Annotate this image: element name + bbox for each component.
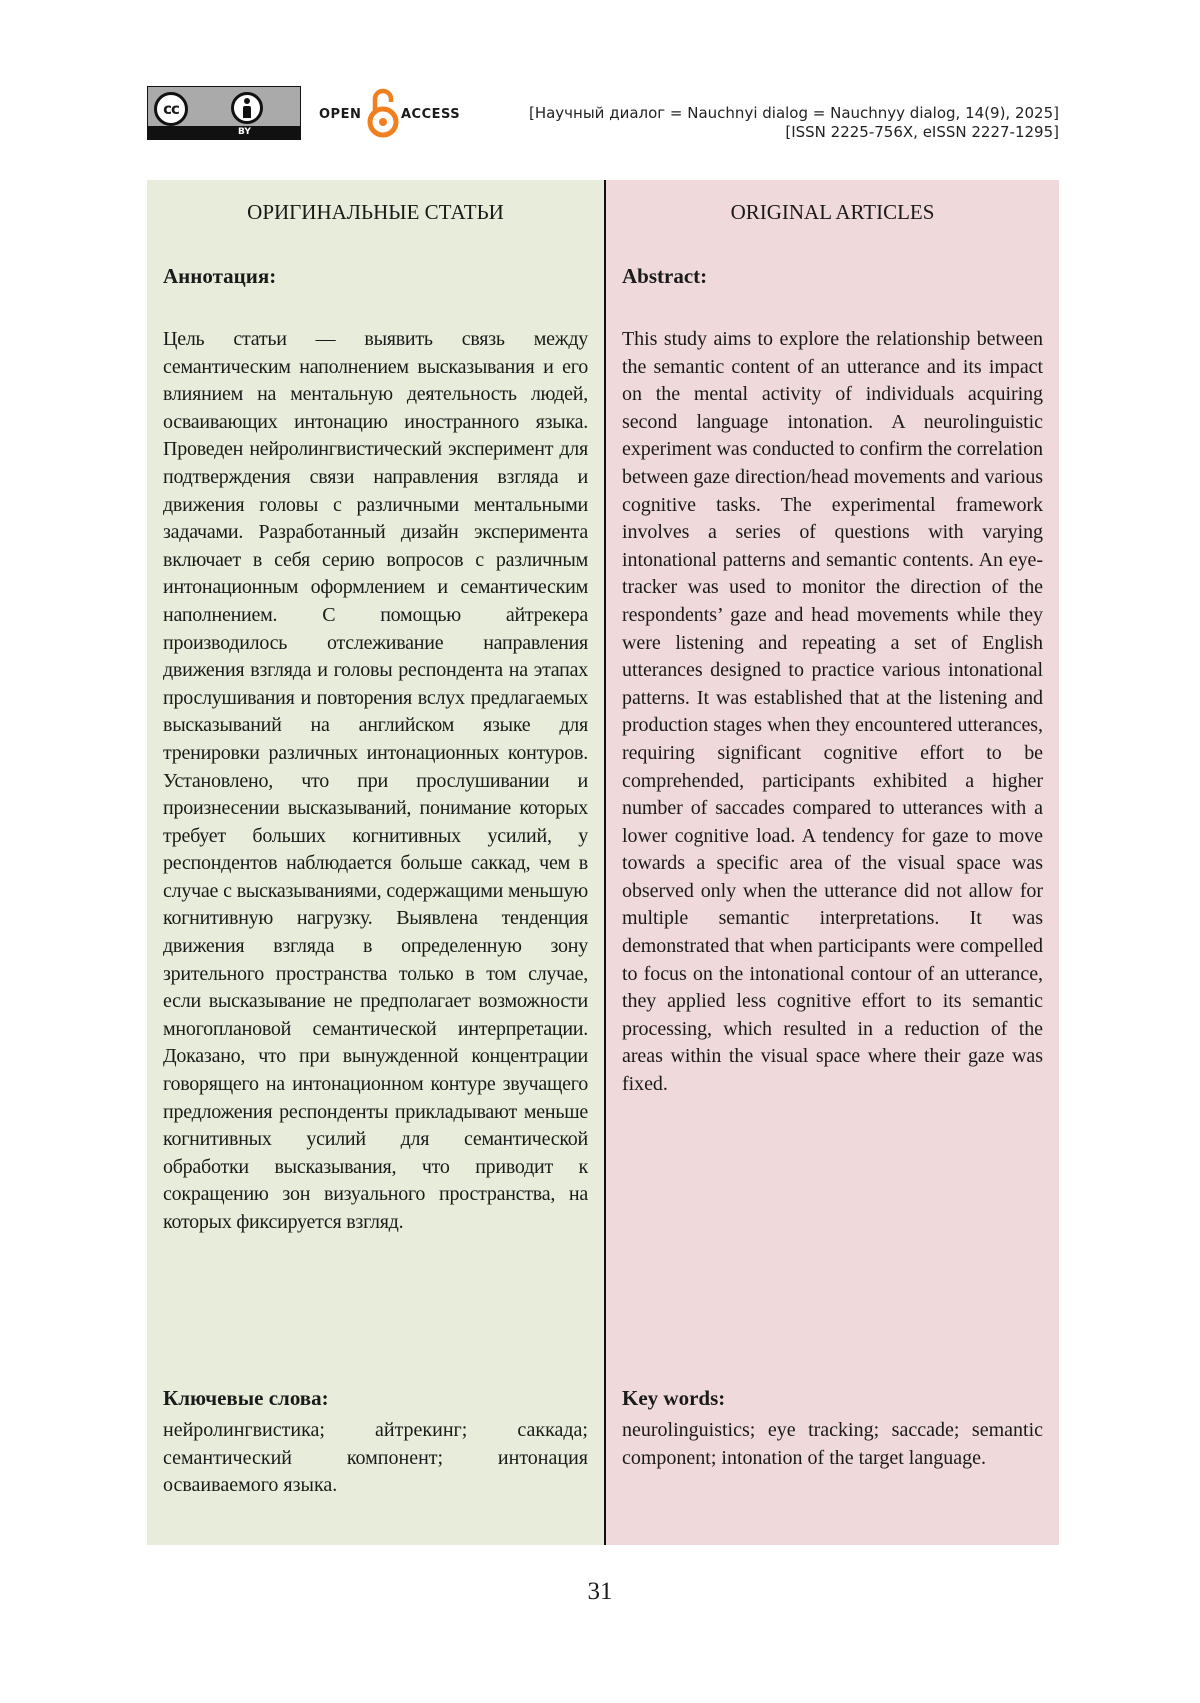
by-label: BY xyxy=(238,127,251,137)
cc-by-license-badge xyxy=(147,86,301,140)
abstract-label: Аннотация: xyxy=(163,264,277,288)
journal-citation-line: [Научный диалог = Nauchnyi dialog = Nauchnyy dialog, 14(9), 2025] xyxy=(528,104,1059,122)
russian-column xyxy=(147,180,604,1545)
keywords-label: Ключевые слова: xyxy=(163,1386,329,1410)
journal-issn-line: [ISSN 2225-756X, eISSN 2227-1295] xyxy=(785,123,1059,141)
keywords-text: neurolinguistics; eye tracking; saccade; semantic component; intonation of the target language. xyxy=(622,1419,1043,1469)
abstract-text: Цель статьи — выявить связь между семантическим наполнением высказывания и его влиянием на ментальную деятельность людей, осваивающих интонацию иностранного языка. Проведен нейролингвистический эксперимент для подтверждения связи направления взгляда и движения головы с различными ментальными задачами. Разработанный дизайн эксперимента включает в себя серию вопросов с различным интонационным оформлением и семантическим наполнением. С помощью айтрекера производилось отслеживание направления движения взгляда и головы респондента на этапах прослушивания и повторения вслух предлагаемых высказываний на английском языке для тренировки различных интонационных контуров. Установлено, что при прослушивании и произнесении высказываний, понимание которых требует больших когнитивных усилий, у респондентов наблюдается больше саккад, чем в случае с высказываниями, содержащими меньшую когнитивную нагрузку. Выявлена тенденция движения взгляда в определенную зону зрительного пространства только в том случае, если высказывание не предполагает возможности многоплановой семантической интерпретации. Доказано, что при вынужденной концентрации говорящего на интонационном контуре звучащего предложения респонденты прикладывают меньше когнитивных усилий для семантической обработки высказывания, что приводит к сокращению зон визуального пространства, на которых фиксируется взгляд. xyxy=(163,328,588,1233)
keywords-label: Key words: xyxy=(622,1386,726,1410)
by-person-icon xyxy=(231,92,263,124)
cc-icon: cc xyxy=(154,92,188,126)
english-column xyxy=(606,180,1059,1545)
open-access-lock-icon xyxy=(366,86,400,140)
open-access-access-label: ACCESS xyxy=(401,107,461,122)
journal-citation xyxy=(529,104,1059,142)
page-number: 31 xyxy=(587,1578,613,1605)
page-header xyxy=(147,86,1059,142)
open-access-logo xyxy=(319,86,469,142)
abstract-text: This study aims to explore the relationship between the semantic content of an utterance and its impact on the mental activity of individuals acquiring second language intonation. A neurolinguistic experiment was conducted to confirm the correlation between gaze direction/head movements and various cognitive tasks. The experimental framework involves a series of questions with varying intonational patterns and semantic contents. An eye-tracker was used to monitor the direction of the respondents’ gaze and head movements while they were listening and repeating a set of English utterances designed to practice various intonational patterns. It was established that at the listening and production stages when they encountered utterances, requiring significant cognitive effort to be comprehended, participants exhibited a higher number of saccades compared to utterances with a lower cognitive load. A tendency for gaze to move towards a specific area of the visual space was observed only when the utterance did not allow for multiple semantic interpretations. It was demonstrated that when participants were compelled to focus on the intonational contour of an utterance, they applied less cognitive effort to its semantic processing, which resulted in a reduction of the areas within the visual space where their gaze was fixed. xyxy=(622,328,1043,1096)
abstract-label: Abstract: xyxy=(622,264,708,288)
open-access-open-label: OPEN xyxy=(319,107,362,122)
section-title: ОРИГИНАЛЬНЫЕ СТАТЬИ xyxy=(247,200,504,224)
section-title: ORIGINAL ARTICLES xyxy=(730,200,935,224)
keywords-text: нейролингвистика; айтрекинг; саккада; семантический компонент; интонация осваиваемого языка. xyxy=(163,1419,588,1497)
